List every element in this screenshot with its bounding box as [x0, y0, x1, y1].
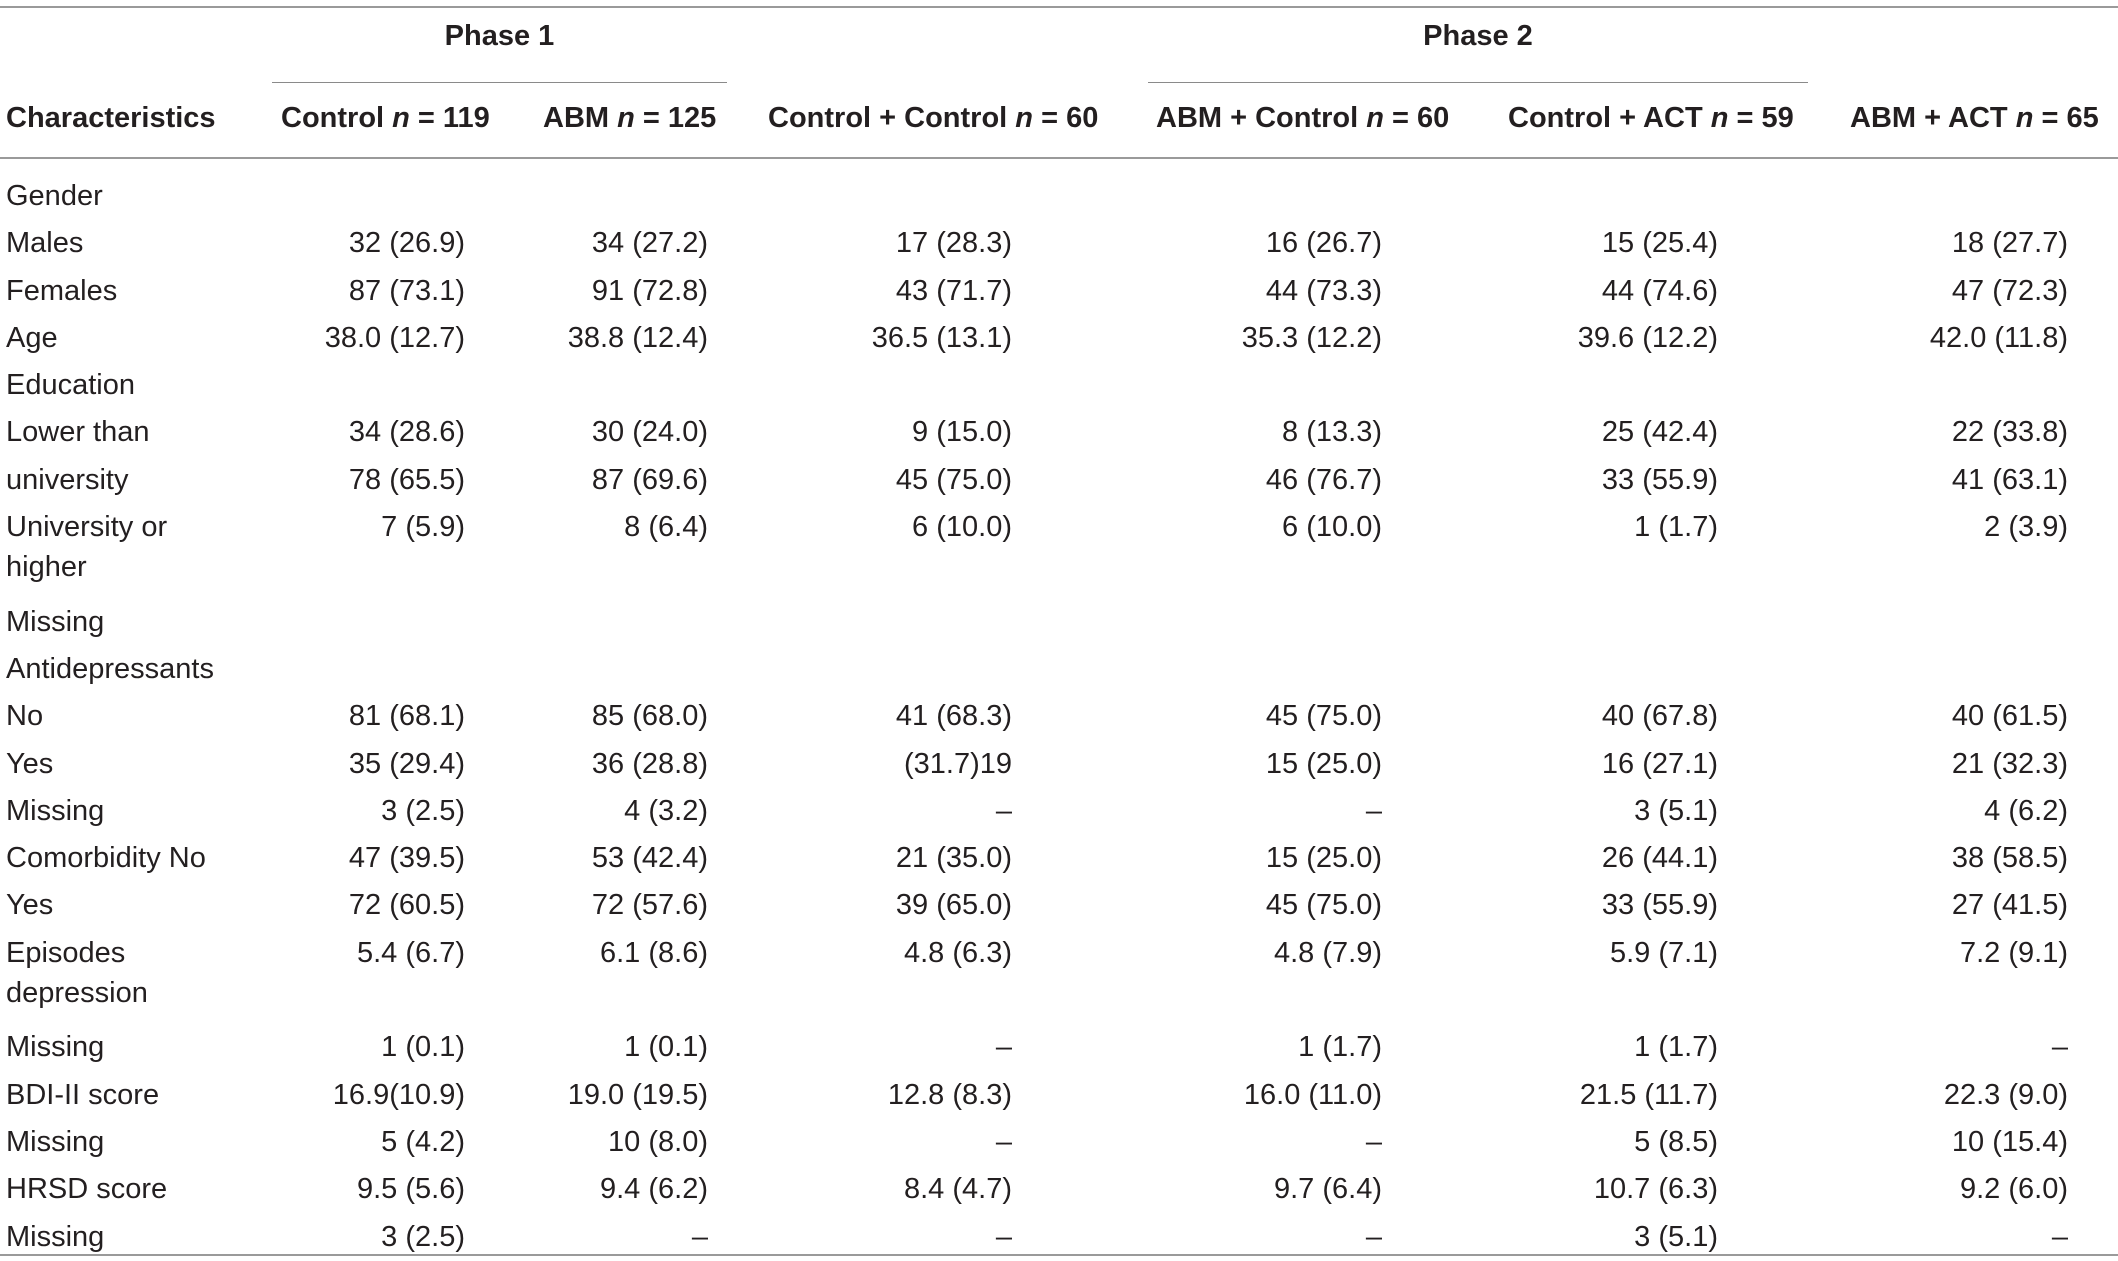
- header-control-act-n: n: [1710, 102, 1729, 134]
- cell-abm-act: 9.2 (6.0): [1960, 1173, 2068, 1206]
- header-abm-control-count: = 60: [1383, 102, 1450, 134]
- cell-control-act: 21.5 (11.7): [1579, 1078, 1718, 1111]
- cell-abm: –: [691, 1220, 708, 1253]
- cell-abm-act: 4 (6.2): [1984, 794, 2068, 827]
- cell-control-control: 9 (15.0): [912, 416, 1012, 449]
- row-label: Age: [6, 321, 58, 354]
- table-row: [0, 314, 2118, 361]
- cell-control-control: 12.8 (8.3): [887, 1078, 1012, 1111]
- cell-abm: 87 (69.6): [591, 463, 708, 496]
- table-row: [0, 598, 2118, 645]
- table-row: [0, 1118, 2118, 1165]
- cell-control: 78 (65.5): [348, 463, 465, 496]
- cell-control: 72 (60.5): [348, 889, 465, 922]
- header-control-act-count: = 59: [1728, 102, 1794, 134]
- cell-control-act: 39.6 (12.2): [1577, 321, 1718, 354]
- cell-abm: 1 (0.1): [624, 1031, 708, 1064]
- cell-control-act: 3 (5.1): [1634, 1220, 1718, 1253]
- header-abm-act-count: = 65: [2033, 102, 2099, 134]
- cell-abm-control: 16.0 (11.0): [1243, 1078, 1382, 1111]
- cell-control: 5.4 (6.7): [357, 936, 465, 969]
- cell-control: 9.5 (5.6): [357, 1173, 465, 1206]
- cell-control: 1 (0.1): [381, 1031, 465, 1064]
- cell-abm: 9.4 (6.2): [600, 1173, 708, 1206]
- cell-abm: 10 (8.0): [608, 1125, 708, 1158]
- cell-abm-act: 2 (3.9): [1984, 511, 2068, 544]
- cell-control-control: –: [995, 1220, 1012, 1253]
- cell-control: 16.9(10.9): [332, 1078, 465, 1111]
- table-row: [0, 361, 2118, 408]
- cell-abm: 19.0 (19.5): [567, 1078, 708, 1111]
- header-control: [281, 102, 490, 135]
- row-label: university: [6, 463, 129, 496]
- cell-abm-control: 9.7 (6.4): [1274, 1173, 1382, 1206]
- row-label: Yes: [6, 889, 54, 922]
- cell-control-control: –: [995, 1125, 1012, 1158]
- cell-control: 81 (68.1): [348, 700, 465, 733]
- cell-abm: 34 (27.2): [591, 227, 708, 260]
- header-characteristics: Characteristics: [6, 102, 216, 134]
- phase1-underline: [272, 82, 727, 83]
- header-abm: [543, 102, 716, 135]
- cell-abm-control: 6 (10.0): [1282, 511, 1382, 544]
- cell-abm: 72 (57.6): [591, 889, 708, 922]
- cell-control: 5 (4.2): [381, 1125, 465, 1158]
- header-abm-act: [1850, 102, 2099, 135]
- row-label: Education: [6, 369, 135, 402]
- cell-abm-act: –: [2051, 1220, 2068, 1253]
- table-row: [0, 834, 2118, 881]
- row-label: No: [6, 700, 44, 733]
- table-row: [0, 456, 2118, 503]
- table-row: [0, 219, 2118, 266]
- table-row: [0, 1165, 2118, 1212]
- cell-control: 35 (29.4): [348, 747, 465, 780]
- cell-abm-control: 4.8 (7.9): [1274, 936, 1382, 969]
- table-row: [0, 1213, 2118, 1260]
- row-label: Episodes depression: [6, 936, 148, 1009]
- cell-abm-control: –: [1365, 1125, 1382, 1158]
- cell-abm-act: 27 (41.5): [1951, 889, 2068, 922]
- cell-abm: 85 (68.0): [591, 700, 708, 733]
- row-label: Missing: [6, 1220, 105, 1253]
- table-row: [0, 645, 2118, 692]
- header-control-control-count: = 60: [1033, 102, 1099, 134]
- row-label: Antidepressants: [6, 652, 214, 685]
- row-label: Missing: [6, 605, 105, 638]
- cell-control-act: 33 (55.9): [1601, 463, 1718, 496]
- cell-control-control: –: [995, 1031, 1012, 1064]
- cell-control: 32 (26.9): [348, 227, 465, 260]
- cell-control-control: 4.8 (6.3): [904, 936, 1012, 969]
- cell-control: 7 (5.9): [381, 511, 465, 544]
- cell-control-control: 21 (35.0): [895, 842, 1012, 875]
- cell-abm-control: 35.3 (12.2): [1241, 321, 1382, 354]
- cell-abm-act: 38 (58.5): [1951, 842, 2068, 875]
- header-control-count: = 119: [409, 102, 490, 134]
- cell-abm-control: 15 (25.0): [1265, 747, 1382, 780]
- cell-abm-act: 22 (33.8): [1951, 416, 2068, 449]
- cell-abm-act: 7.2 (9.1): [1960, 936, 2068, 969]
- cell-abm: 8 (6.4): [624, 511, 708, 544]
- row-label: BDI-II score: [6, 1078, 160, 1111]
- row-label: Yes: [6, 747, 54, 780]
- cell-control-control: 41 (68.3): [895, 700, 1012, 733]
- cell-abm-control: 8 (13.3): [1282, 416, 1382, 449]
- cell-control-act: 5.9 (7.1): [1610, 936, 1718, 969]
- cell-control-control: 6 (10.0): [912, 511, 1012, 544]
- row-label: Lower than: [6, 416, 150, 449]
- cell-abm-control: 16 (26.7): [1265, 227, 1382, 260]
- cell-control-act: 44 (74.6): [1601, 274, 1718, 307]
- table-body: [0, 172, 2118, 1260]
- cell-control-control: 36.5 (13.1): [871, 321, 1012, 354]
- cell-control-act: 26 (44.1): [1601, 842, 1718, 875]
- cell-control-act: 15 (25.4): [1601, 227, 1718, 260]
- cell-abm-control: –: [1365, 794, 1382, 827]
- cell-abm: 91 (72.8): [591, 274, 708, 307]
- cell-control: 38.0 (12.7): [324, 321, 465, 354]
- cell-abm: 30 (24.0): [591, 416, 708, 449]
- phase2-header: Phase 2: [1423, 20, 1533, 52]
- cell-control: 3 (2.5): [381, 794, 465, 827]
- table-row: [0, 267, 2118, 314]
- cell-abm: 53 (42.4): [591, 842, 708, 875]
- row-label: Missing: [6, 1031, 105, 1064]
- cell-control: 34 (28.6): [348, 416, 465, 449]
- cell-control: 87 (73.1): [348, 274, 465, 307]
- header-abm-act-n: n: [2015, 102, 2034, 134]
- cell-abm-act: 10 (15.4): [1951, 1125, 2068, 1158]
- cell-control-control: 8.4 (4.7): [904, 1173, 1012, 1206]
- phase2-underline: [1148, 82, 1808, 83]
- cell-control-act: 33 (55.9): [1601, 889, 1718, 922]
- table-row: [0, 881, 2118, 928]
- header-bottom-rule: [0, 157, 2118, 159]
- cell-abm-control: 45 (75.0): [1265, 700, 1382, 733]
- cell-control: 3 (2.5): [381, 1220, 465, 1253]
- cell-abm-act: 47 (72.3): [1951, 274, 2068, 307]
- header-control-name: Control: [281, 102, 385, 134]
- header-abm-n: n: [617, 102, 635, 134]
- row-label: Missing: [6, 794, 105, 827]
- header-control-control: [768, 102, 1098, 135]
- header-abm-count: = 125: [634, 102, 717, 134]
- header-abm-control: [1156, 102, 1449, 135]
- header-abm-act-name: ABM + ACT: [1850, 102, 2008, 134]
- header-abm-control-name: ABM + Control: [1156, 102, 1359, 134]
- cell-abm-control: 15 (25.0): [1265, 842, 1382, 875]
- cell-abm-act: 42.0 (11.8): [1929, 321, 2068, 354]
- cell-control-control: –: [995, 794, 1012, 827]
- table-row: [0, 787, 2118, 834]
- header-control-n: n: [392, 102, 410, 134]
- cell-abm-control: 45 (75.0): [1265, 889, 1382, 922]
- cell-control-act: 3 (5.1): [1634, 794, 1718, 827]
- cell-abm: 4 (3.2): [624, 794, 708, 827]
- cell-abm-control: 1 (1.7): [1298, 1031, 1382, 1064]
- table-row: [0, 503, 2118, 598]
- row-label: Gender: [6, 180, 103, 212]
- header-control-control-n: n: [1015, 102, 1034, 134]
- table-row: [0, 929, 2118, 1024]
- cell-abm-act: 18 (27.7): [1951, 227, 2068, 260]
- table-top-rule: [0, 6, 2118, 8]
- header-abm-name: ABM: [543, 102, 610, 134]
- cell-abm: 38.8 (12.4): [567, 321, 708, 354]
- row-label: Comorbidity No: [6, 842, 206, 875]
- cell-abm: 36 (28.8): [591, 747, 708, 780]
- cell-abm-control: –: [1365, 1220, 1382, 1253]
- cell-abm-act: 40 (61.5): [1951, 700, 2068, 733]
- table-row: [0, 1023, 2118, 1070]
- row-label: Males: [6, 227, 84, 260]
- cell-control-act: 16 (27.1): [1601, 747, 1718, 780]
- table-row: [0, 740, 2118, 787]
- cell-abm-control: 44 (73.3): [1265, 274, 1382, 307]
- cell-control-act: 40 (67.8): [1601, 700, 1718, 733]
- cell-control-control: (31.7)19: [903, 747, 1012, 780]
- table-row: [0, 692, 2118, 739]
- cell-control-act: 1 (1.7): [1634, 511, 1718, 544]
- row-label: University or higher: [6, 511, 168, 584]
- table-row: [0, 172, 2118, 219]
- cell-control-control: 17 (28.3): [895, 227, 1012, 260]
- cell-control: 47 (39.5): [348, 842, 465, 875]
- cell-abm: 6.1 (8.6): [600, 936, 708, 969]
- header-control-act: [1508, 102, 1794, 135]
- cell-abm-act: 22.3 (9.0): [1943, 1078, 2068, 1111]
- cell-control-act: 5 (8.5): [1634, 1125, 1718, 1158]
- cell-abm-act: 41 (63.1): [1951, 463, 2068, 496]
- cell-control-act: 25 (42.4): [1601, 416, 1718, 449]
- table-row: [0, 1071, 2118, 1118]
- row-label: HRSD score: [6, 1173, 168, 1206]
- cell-control-act: 10.7 (6.3): [1593, 1173, 1718, 1206]
- header-abm-control-n: n: [1366, 102, 1384, 134]
- cell-control-control: 39 (65.0): [895, 889, 1012, 922]
- cell-control-act: 1 (1.7): [1634, 1031, 1718, 1064]
- cell-control-control: 45 (75.0): [895, 463, 1012, 496]
- header-control-act-name: Control + ACT: [1508, 102, 1703, 134]
- row-label: Missing: [6, 1125, 105, 1158]
- cell-control-control: 43 (71.7): [895, 274, 1012, 307]
- cell-abm-control: 46 (76.7): [1265, 463, 1382, 496]
- cell-abm-act: 21 (32.3): [1951, 747, 2068, 780]
- table-row: [0, 408, 2118, 455]
- cell-abm-act: –: [2051, 1031, 2068, 1064]
- header-control-control-name: Control + Control: [768, 102, 1008, 134]
- row-label: Females: [6, 274, 118, 307]
- phase1-header: Phase 1: [444, 20, 555, 52]
